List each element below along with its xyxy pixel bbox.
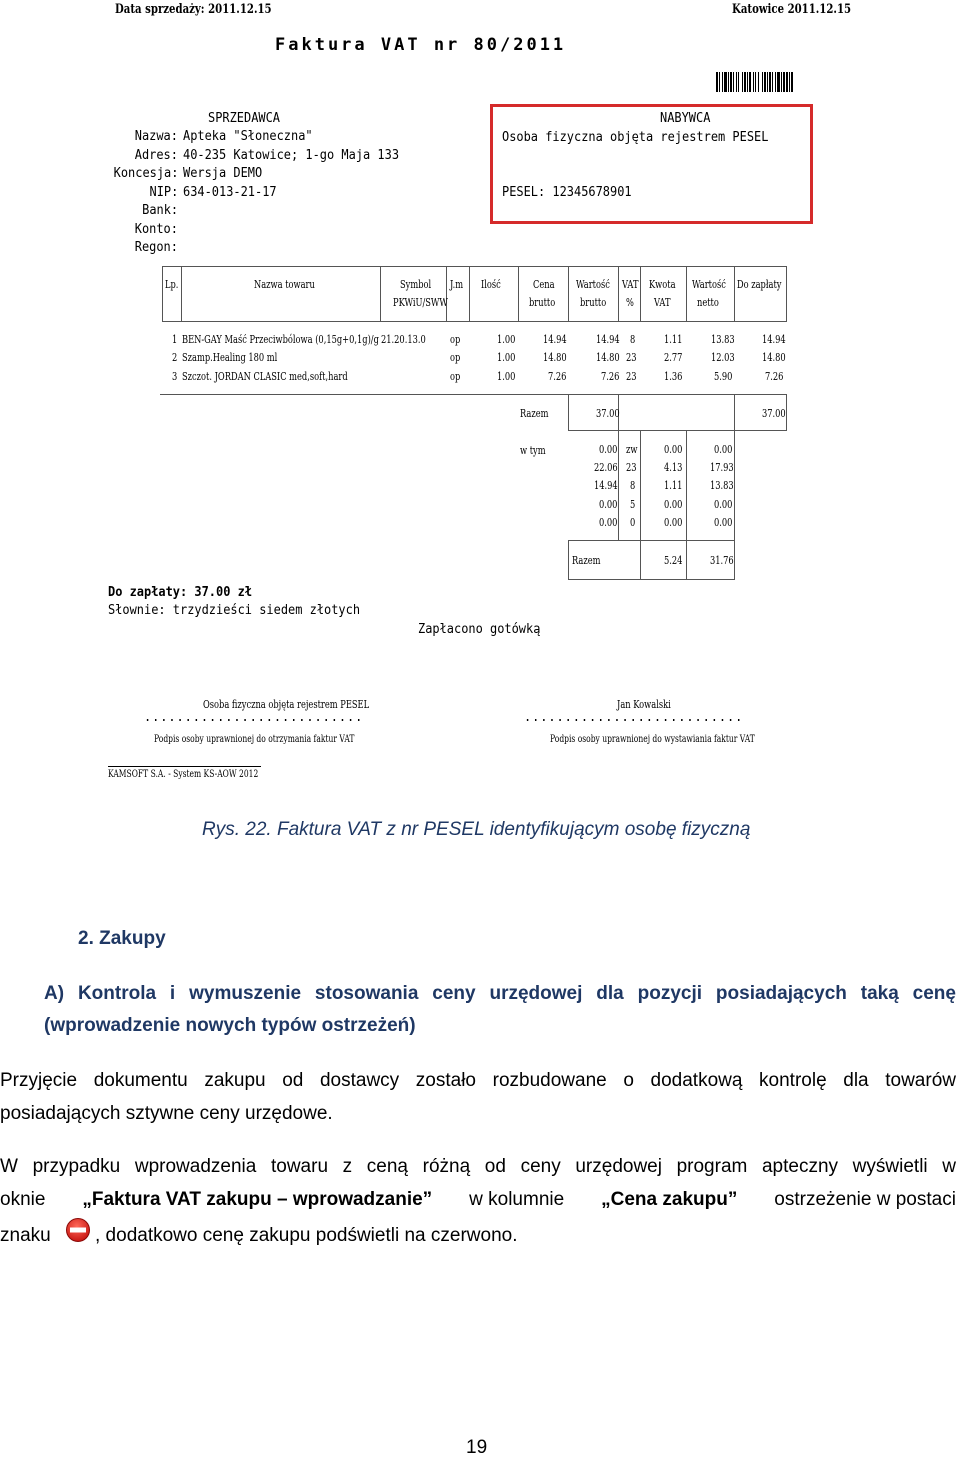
item-jm: op (450, 350, 461, 364)
razem2-vat: 5.24 (664, 553, 683, 567)
breakdown-net: 0.00 (714, 515, 733, 529)
col-jm: J.m (450, 277, 464, 291)
seller-row-bank (100, 203, 430, 222)
breakdown-net: 0.00 (714, 442, 733, 456)
col-vat-2: % (626, 295, 634, 309)
wtym-label: w tym (520, 443, 546, 457)
breakdown-gross: 0.00 (599, 442, 618, 456)
item-no: 3 (172, 369, 178, 383)
breakdown-vat: 1.11 (664, 478, 683, 492)
seller-label: Bank: (141, 203, 178, 218)
item-net: 13.83 (711, 332, 735, 346)
seller-value: Apteka "Słoneczna" (183, 129, 313, 144)
paragraph-2-line1: W przypadku wprowadzenia towaru z ceną różną od ceny urzędowej program apteczny wyświetli w (0, 1156, 956, 1177)
item-price: 14.80 (543, 350, 567, 364)
col-name: Nazwa towaru (254, 277, 315, 291)
item-due: 14.80 (762, 350, 786, 364)
item-due: 14.94 (762, 332, 786, 346)
breakdown-vat: 0.00 (664, 497, 683, 511)
seller-block (100, 129, 430, 259)
buyer-header: NABYWCA (660, 111, 711, 126)
breakdown-rate: 5 (630, 497, 636, 511)
col-vatamt: Kwota (649, 277, 676, 291)
breakdown-gross: 22.06 (594, 460, 618, 474)
item-qty: 1.00 (497, 369, 516, 383)
item-gross: 14.80 (596, 350, 620, 364)
seller-row-regon (100, 240, 430, 259)
item-vatamt: 1.11 (664, 332, 683, 346)
seller-row-account (100, 222, 430, 241)
item-jm: op (450, 369, 461, 383)
signature-left-name: Osoba fizyczna objęta rejestrem PESEL (203, 697, 370, 711)
item-no: 1 (172, 332, 178, 346)
seller-row-address (100, 148, 430, 167)
text-fragment: oknie (0, 1189, 46, 1210)
no-entry-icon (64, 1217, 92, 1243)
col-vat: VAT (622, 277, 639, 291)
figure-caption: Rys. 22. Faktura VAT z nr PESEL identyfikującym osobę fizyczną (202, 819, 751, 840)
paragraph-2-line3-rest: , dodatkowo cenę zakupu podświetli na czerwono. (95, 1225, 518, 1246)
seller-label: Nazwa: (134, 129, 178, 144)
breakdown-gross: 0.00 (599, 515, 618, 529)
item-symbol: 21.20.13.0 (381, 332, 426, 346)
item-vat: 8 (630, 332, 636, 346)
col-price-2: brutto (529, 295, 556, 309)
col-net: Wartość (692, 277, 726, 291)
col-qty: Ilość (481, 277, 501, 291)
col-gross: Wartość (576, 277, 610, 291)
col-symbol-2: PKWiU/SWW (393, 295, 448, 309)
item-qty: 1.00 (497, 332, 516, 346)
razem-gross: 37.00 (596, 406, 620, 420)
page-number: 19 (466, 1437, 488, 1458)
signature-right-caption: Podpis osoby uprawnionej do wystawiania faktur VAT (550, 733, 755, 745)
item-gross: 14.94 (596, 332, 620, 346)
seller-row-name (100, 129, 430, 148)
item-name: BEN-GAY Maść Przeciwbólowa (0,15g+0,1g)/g (182, 332, 379, 346)
breakdown-gross: 14.94 (594, 478, 618, 492)
text-fragment: w kolumnie (469, 1189, 565, 1210)
paragraph-1-line1: Przyjęcie dokumentu zakupu od dostawcy zostało rozbudowane o dodatkową kontrolę dla towarów (0, 1070, 956, 1091)
breakdown-rate: zw (626, 442, 638, 456)
breakdown-gross: 0.00 (599, 497, 618, 511)
razem-label: Razem (520, 406, 549, 420)
buyer-name: Osoba fizyczna objęta rejestrem PESEL (502, 130, 769, 145)
seller-label: Koncesja: (113, 166, 178, 181)
col-net-2: netto (697, 295, 719, 309)
column-name: „Cena zakupu” (601, 1189, 738, 1210)
breakdown-rate: 0 (630, 515, 636, 529)
col-lp: Lp. (165, 277, 179, 291)
col-vatamt-2: VAT (654, 295, 671, 309)
razem2-net: 31.76 (710, 553, 734, 567)
item-jm: op (450, 332, 461, 346)
barcode-icon (716, 72, 858, 92)
razem2-label: Razem (572, 553, 601, 567)
breakdown-net: 0.00 (714, 497, 733, 511)
seller-label: Konto: (134, 221, 178, 237)
seller-value: 634-013-21-17 (183, 184, 277, 200)
col-gross-2: brutto (580, 295, 607, 309)
buyer-highlight-box (490, 104, 813, 224)
item-price: 7.26 (548, 369, 567, 383)
paragraph-2-line3 (0, 1219, 51, 1252)
subsection-heading-line1: A) Kontrola i wymuszenie stosowania ceny urzędowej dla pozycji posiadających taką cenę (44, 983, 956, 1004)
item-name: Szamp.Healing 180 ml (182, 350, 278, 364)
invoice-title: Faktura VAT nr 80/2011 (275, 35, 567, 55)
col-due: Do zapłaty (737, 277, 782, 291)
window-name: „Faktura VAT zakupu – wprowadzanie” (82, 1189, 433, 1210)
razem-due: 37.00 (762, 406, 786, 420)
text-fragment: ostrzeżenie w postaci (774, 1189, 956, 1210)
col-symbol: Symbol (400, 277, 432, 291)
invoice-footer: KAMSOFT S.A. - System KS-AOW 2012 (108, 768, 259, 780)
item-price: 14.94 (543, 332, 567, 346)
item-vat: 23 (626, 350, 637, 364)
item-net: 12.03 (711, 350, 735, 364)
breakdown-rate: 23 (626, 460, 637, 474)
col-price: Cena (533, 277, 555, 291)
seller-label: Regon: (134, 240, 178, 255)
item-due: 7.26 (765, 369, 784, 383)
item-qty: 1.00 (497, 350, 516, 364)
breakdown-rate: 8 (630, 478, 636, 492)
buyer-pesel: PESEL: 12345678901 (502, 185, 632, 200)
seller-value: Wersja DEMO (183, 166, 263, 181)
signature-right-dots: ........................... (524, 710, 744, 725)
seller-label: Adres: (134, 147, 178, 163)
payment-method: Zapłacono gotówką (418, 622, 541, 637)
item-name: Szczot. JORDAN CLASIC med,soft,hard (182, 369, 348, 383)
subsection-heading-line2: (wprowadzenie nowych typów ostrzeżeń) (44, 1015, 416, 1036)
place-date: Katowice 2011.12.15 (732, 2, 852, 17)
item-gross: 7.26 (601, 369, 620, 383)
breakdown-vat: 0.00 (664, 442, 683, 456)
signature-left-dots: ........................... (144, 710, 364, 725)
amount-in-words: Słownie: trzydzieści siedem złotych (108, 603, 361, 618)
seller-value: 40-235 Katowice; 1-go Maja 133 (183, 147, 400, 163)
breakdown-vat: 4.13 (664, 460, 683, 474)
section-heading: 2. Zakupy (78, 928, 166, 949)
item-vat: 23 (626, 369, 637, 383)
signature-right-name: Jan Kowalski (617, 697, 671, 711)
paragraph-2-line2 (0, 1183, 956, 1216)
breakdown-net: 17.93 (710, 460, 734, 474)
breakdown-net: 13.83 (710, 478, 734, 492)
seller-row-nip (100, 185, 430, 204)
item-no: 2 (172, 350, 178, 364)
item-vatamt: 1.36 (664, 369, 683, 383)
paragraph-1-line2: posiadających sztywne ceny urzędowe. (0, 1103, 333, 1124)
item-net: 5.90 (714, 369, 733, 383)
to-pay: Do zapłaty: 37.00 zł (108, 585, 253, 600)
seller-label: NIP: (149, 184, 178, 200)
seller-row-license (100, 166, 430, 185)
text-fragment: znaku (0, 1225, 51, 1246)
signature-left-caption: Podpis osoby uprawnionej do otrzymania faktur VAT (154, 733, 355, 745)
sale-date: Data sprzedaży: 2011.12.15 (115, 2, 272, 17)
seller-header: SPRZEDAWCA (208, 111, 281, 126)
item-vatamt: 2.77 (664, 350, 683, 364)
breakdown-vat: 0.00 (664, 515, 683, 529)
